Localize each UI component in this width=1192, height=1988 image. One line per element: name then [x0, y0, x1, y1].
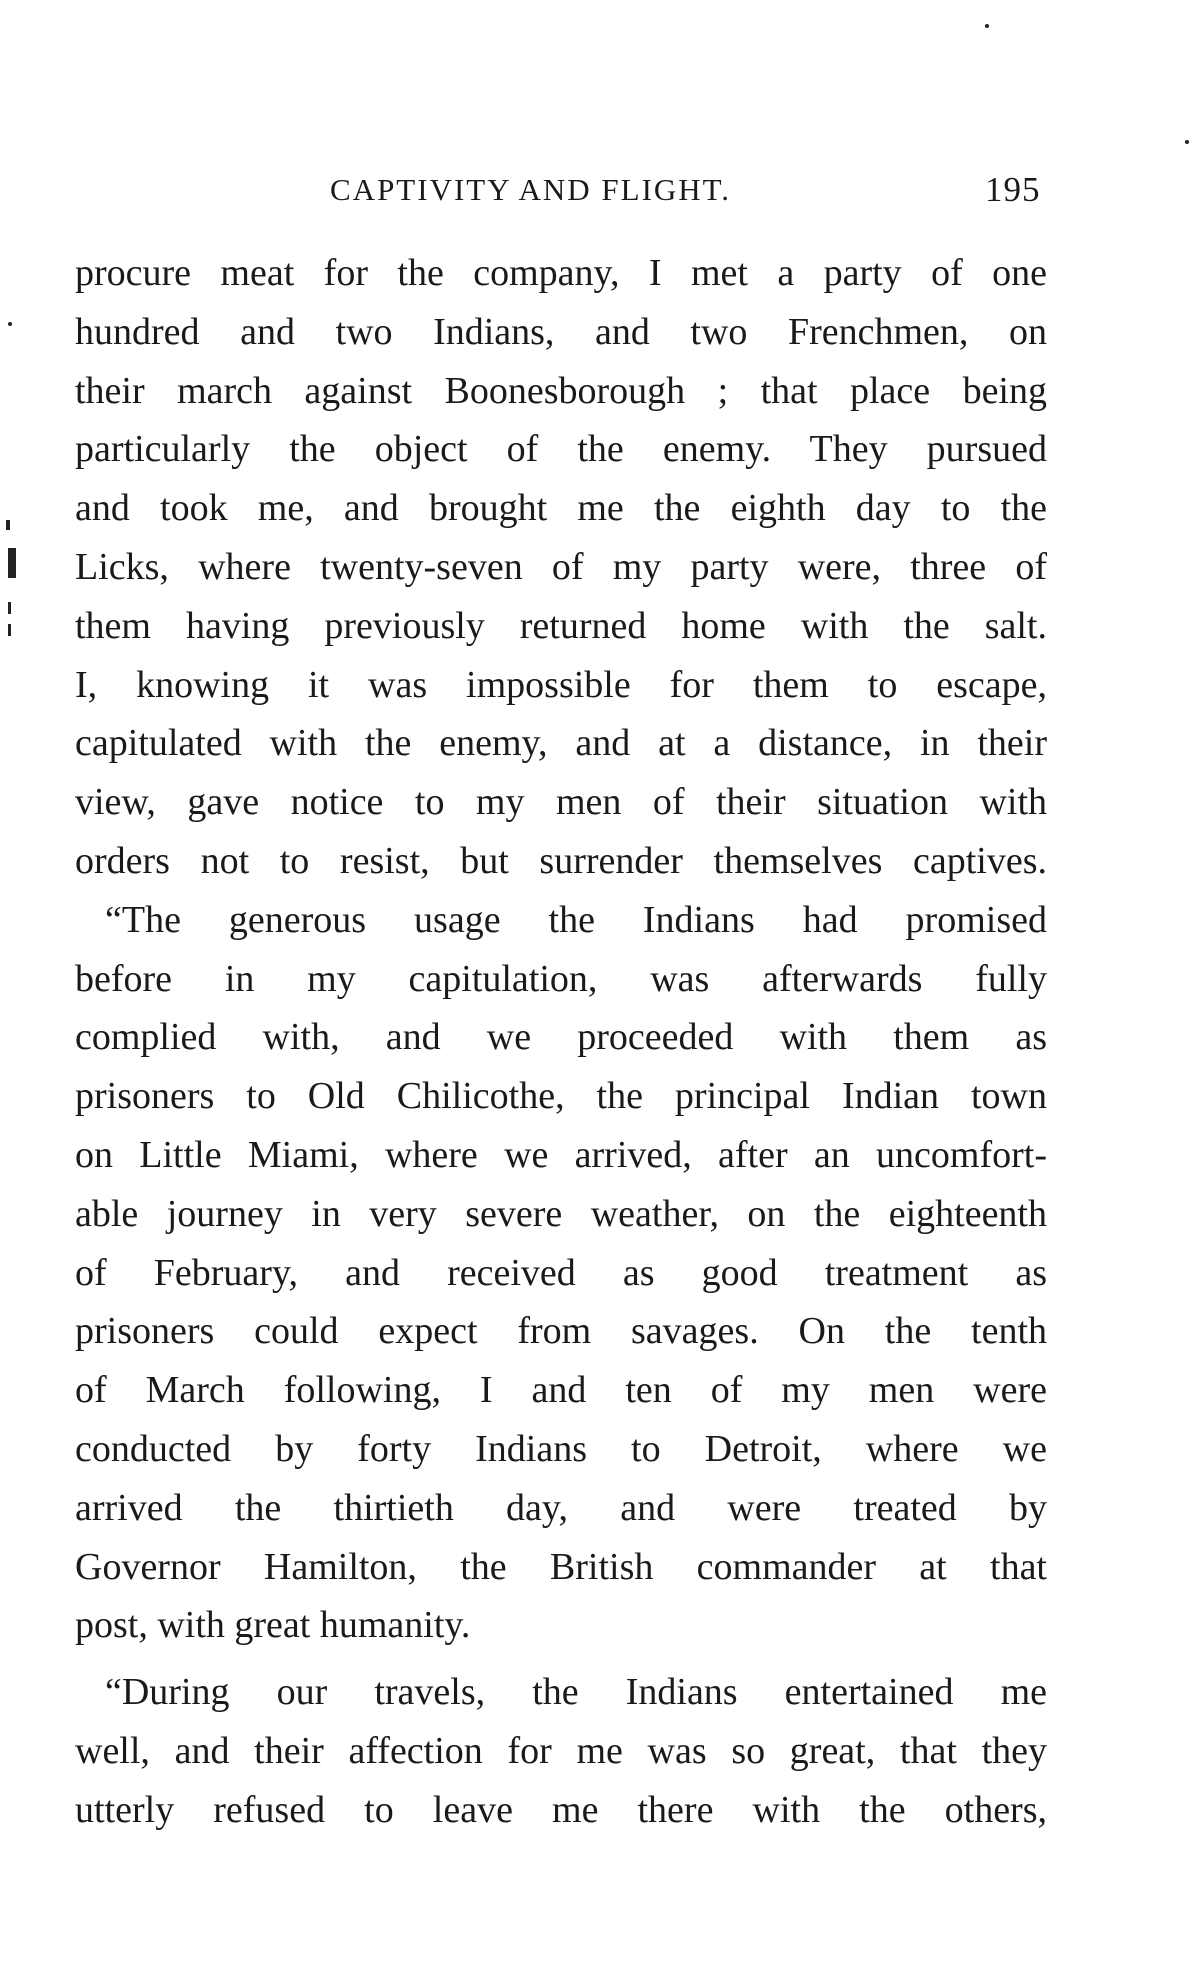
text-line: on Little Miami, where we arrived, after an uncomfort- [75, 1133, 1047, 1176]
paragraph-gap [75, 1655, 1047, 1663]
paragraph-2 [75, 891, 1047, 1655]
text-line: complied with, and we proceeded with them as [75, 1016, 1047, 1059]
text-line: prisoners could expect from savages. On the tenth [75, 1310, 1047, 1353]
text-line: before in my capitulation, was afterwards fully [75, 957, 1047, 1000]
text-line: “During our travels, the Indians entertained me [105, 1671, 1047, 1714]
body-text [75, 244, 1047, 1840]
text-line: utterly refused to leave me there with the others, [75, 1788, 1047, 1831]
text-line: of March following, I and ten of my men were [75, 1369, 1047, 1412]
text-line: capitulated with the enemy, and at a distance, in their [75, 722, 1047, 765]
text-line: particularly the object of the enemy. They pursued [75, 428, 1047, 471]
text-line: Governor Hamilton, the British commander at that [75, 1545, 1047, 1588]
text-line: view, gave notice to my men of their situation with [75, 781, 1047, 824]
page-number: 195 [985, 170, 1041, 209]
text-line: able journey in very severe weather, on the eighteenth [75, 1192, 1047, 1235]
text-line: I, knowing it was impossible for them to escape, [75, 663, 1047, 706]
text-line: hundred and two Indians, and two Frenchmen, on [75, 310, 1047, 353]
margin-speck [1185, 140, 1189, 144]
text-line: orders not to resist, but surrender themselves captives. [75, 839, 1047, 882]
margin-speck [8, 548, 16, 578]
margin-speck [985, 24, 989, 28]
margin-speck [8, 322, 12, 326]
text-line: and took me, and brought me the eighth day to the [75, 487, 1047, 530]
text-line: well, and their affection for me was so great, that they [75, 1729, 1047, 1772]
text-line: their march against Boonesborough ; that place being [75, 369, 1047, 412]
text-line: of February, and received as good treatment as [75, 1251, 1047, 1294]
margin-speck [8, 602, 11, 614]
text-line: post, with great humanity. [75, 1604, 471, 1647]
text-line: prisoners to Old Chilicothe, the principal Indian town [75, 1075, 1047, 1118]
margin-speck [6, 520, 10, 530]
text-line: “The generous usage the Indians had promised [105, 898, 1047, 941]
running-head: CAPTIVITY AND FLIGHT. [330, 172, 732, 207]
paragraph-3 [75, 1663, 1047, 1839]
paragraph-1 [75, 244, 1047, 891]
text-line: arrived the thirtieth day, and were treated by [75, 1486, 1047, 1529]
text-line: them having previously returned home with the salt. [75, 604, 1047, 647]
text-line: conducted by forty Indians to Detroit, where we [75, 1427, 1047, 1470]
margin-speck [8, 624, 11, 636]
text-line: procure meat for the company, I met a party of one [75, 252, 1047, 294]
text-line: Licks, where twenty-seven of my party were, three of [75, 545, 1047, 588]
